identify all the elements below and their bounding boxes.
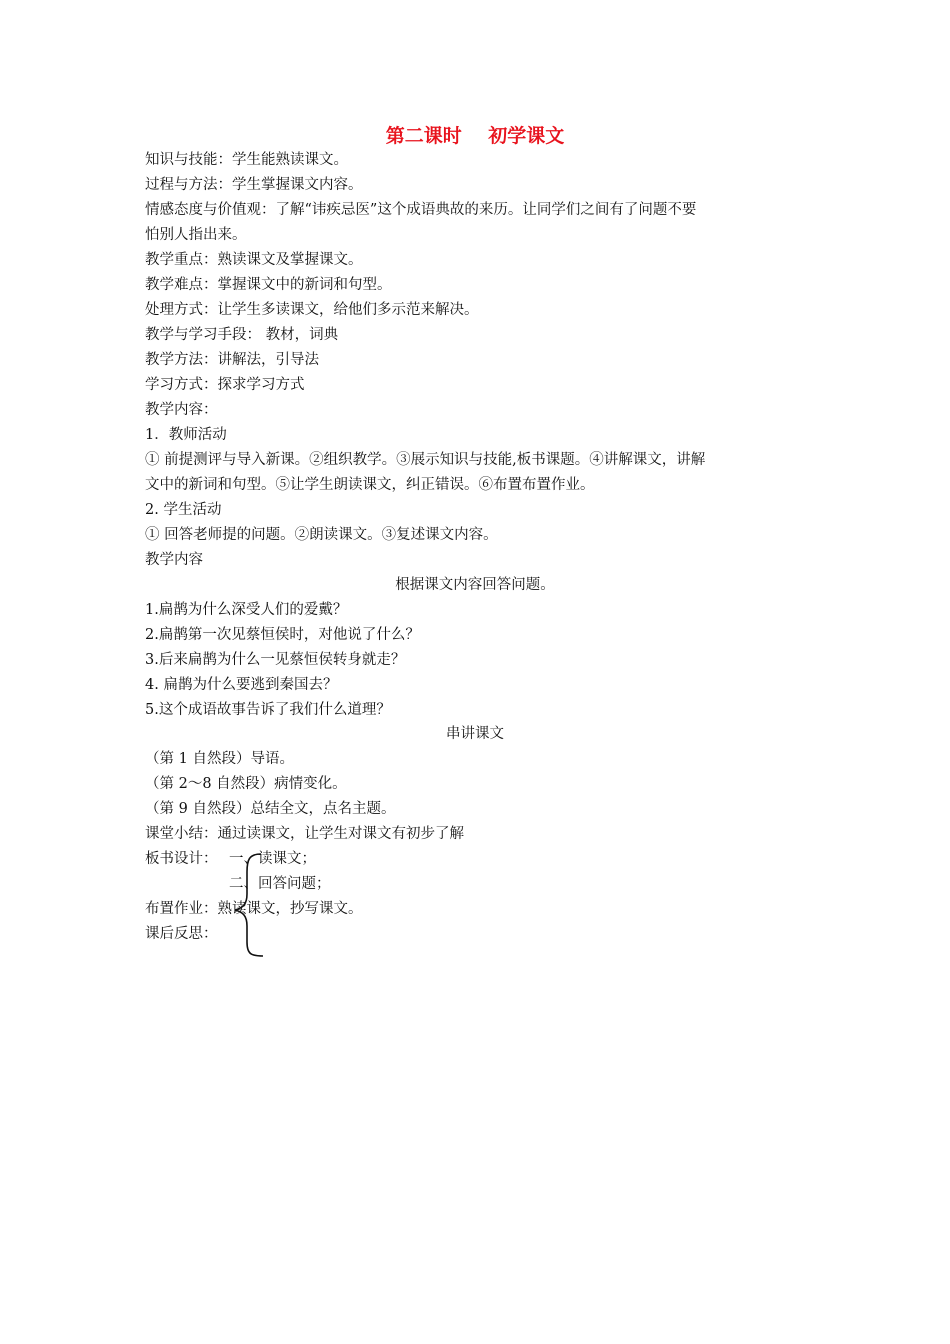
student-activity-heading: 2. 学生活动: [145, 502, 222, 518]
question-item: 1.扁鹊为什么深受人们的爱戴？: [145, 602, 348, 618]
paragraph-item: （第 9 自然段）总结全文，点名主题。: [145, 801, 396, 817]
class-summary: 课堂小结：通过读课文，让学生对课文有初步了解: [145, 826, 464, 842]
teaching-means: 教学与学习手段： 教材，词典: [145, 327, 339, 343]
teaching-difficulty: 教学难点：掌握课文中的新词和句型。: [145, 277, 392, 293]
teaching-focus: 教学重点：熟读课文及掌握课文。: [145, 252, 363, 268]
teacher-activity-text-cont: 文中的新词和句型。⑤让学生朗读课文，纠正错误。⑥布置布置作业。: [145, 477, 595, 493]
homework: 布置作业：熟读课文，抄写课文。: [145, 901, 363, 917]
question-item: 5.这个成语故事告诉了我们什么道理？: [145, 702, 391, 718]
questions-heading: 根据课文内容回答问题。: [395, 577, 555, 593]
handling-method: 处理方式：让学生多读课文，给他们多示范来解决。: [145, 302, 479, 318]
question-item: 3.后来扁鹊为什么一见蔡恒侯转身就走？: [145, 652, 406, 668]
objective-attitude-cont: 怕别人指出来。: [145, 227, 247, 243]
teaching-content-heading: 教学内容: [145, 552, 203, 568]
student-activity-text: ① 回答老师提的问题。②朗读课文。③复述课文内容。: [145, 527, 498, 543]
board-item-2: 二、回答问题；: [229, 876, 331, 892]
after-class-reflection: 课后反思：: [145, 926, 218, 942]
teaching-content-label: 教学内容：: [145, 402, 218, 418]
explanation-heading: 串讲课文: [446, 726, 504, 742]
board-item-1: 一、读课文；: [229, 851, 316, 867]
question-item: 2.扁鹊第一次见蔡恒侯时，对他说了什么？: [145, 627, 420, 643]
teacher-activity-heading: 1．教师活动: [145, 427, 227, 443]
board-design-label: 板书设计：: [145, 851, 218, 867]
objective-knowledge: 知识与技能：学生能熟读课文。: [145, 152, 348, 168]
objective-process: 过程与方法：学生掌握课文内容。: [145, 177, 363, 193]
page-title: 第二课时 初学课文: [385, 125, 565, 147]
learning-method: 学习方式：探求学习方式: [145, 377, 305, 393]
objective-attitude: 情感态度与价值观：了解“讳疾忌医”这个成语典故的来历。让同学们之间有了问题不要: [145, 202, 697, 218]
paragraph-item: （第 2～8 自然段）病情变化。: [145, 776, 347, 792]
teacher-activity-text: ① 前提测评与导入新课。②组织教学。③展示知识与技能,板书课题。④讲解课文，讲解: [145, 452, 706, 468]
paragraph-item: （第 1 自然段）导语。: [145, 751, 294, 767]
question-item: 4. 扁鹊为什么要逃到秦国去？: [145, 677, 338, 693]
teaching-method: 教学方法：讲解法，引导法: [145, 352, 319, 368]
